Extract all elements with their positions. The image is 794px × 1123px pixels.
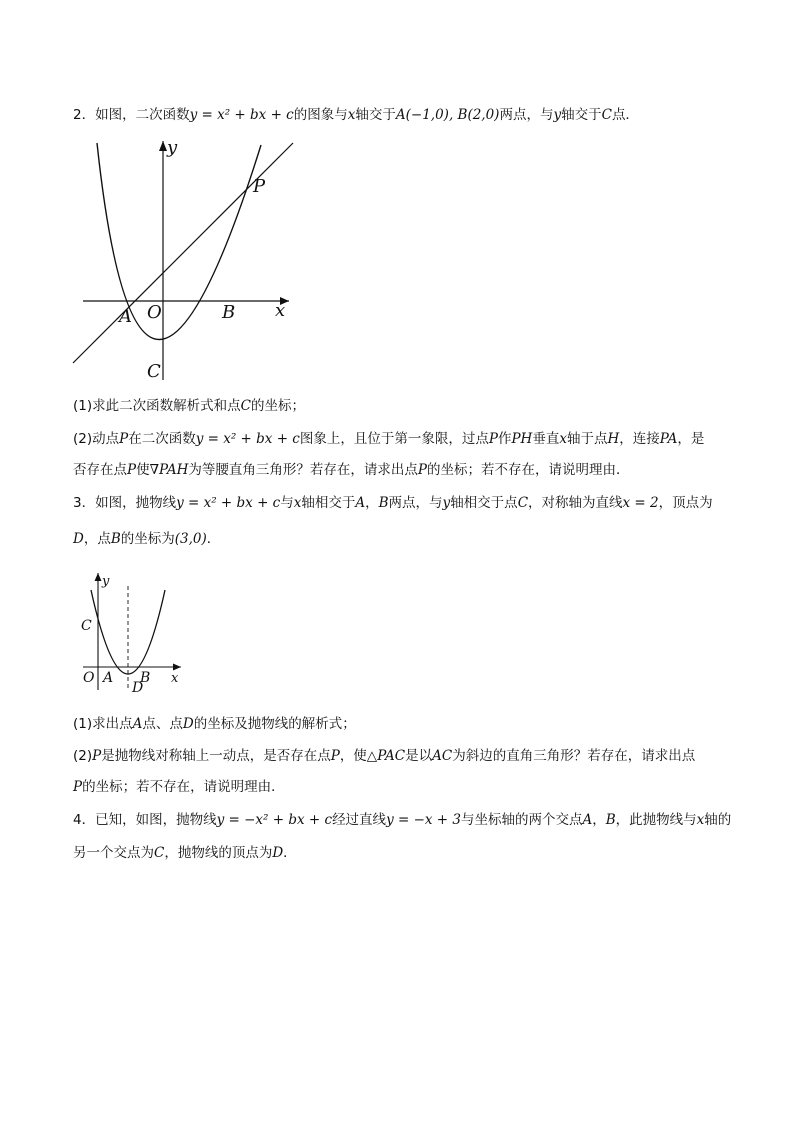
q2-point-c: C [601, 107, 612, 123]
q4-point-a: A [582, 812, 593, 828]
q3-part1-a: A [132, 716, 143, 732]
q2-part2-x: x [559, 431, 567, 447]
q4-stem-line1 [73, 812, 733, 830]
q2-part2-text: 否存在点 [73, 462, 127, 478]
q3-axis-equation: x = 2 [622, 495, 659, 511]
q2-part2-p: P [119, 431, 129, 447]
q4-stem-text: 经过直线 [332, 812, 387, 828]
q2-part2-text: 作 [497, 431, 512, 447]
q2-y-arrow [159, 141, 167, 151]
q2-part2-text: 轴于点 [566, 431, 608, 447]
q3-part2-text: 为斜边的直角三角形？若存在，请求出点 [452, 748, 696, 764]
q2-part2-text: ，连接 [619, 431, 660, 447]
q2-part2-text: ，是 [677, 431, 705, 447]
q2-fig-label-y: y [167, 137, 178, 158]
q2-stem-text: 点． [611, 107, 639, 123]
q2-stem-text: 的图象与 [293, 107, 348, 123]
q2-part2-ph: PH [511, 431, 533, 447]
q2-part2-triangle: ∇PAH [149, 462, 189, 478]
q3-part1-text: 点、点 [142, 716, 183, 732]
q4-stem-text: 另一个交点为 [73, 845, 154, 861]
q2-part2-text: 图象上，且位于第一象限，过点 [299, 431, 489, 447]
q3-fig-label-x: x [171, 671, 179, 686]
q3-part2-text: 是抛物线对称轴上一动点，是否存在点 [101, 748, 331, 764]
q3-stem-line2 [73, 531, 733, 549]
q3-y-var: y [442, 495, 451, 511]
q2-part2-line1 [73, 431, 733, 449]
q2-part2-p: P [488, 431, 498, 447]
q2-part2-p: P [417, 462, 427, 478]
q2-part1-text: 的坐标； [250, 398, 305, 414]
q3-stem-text: 轴相交于点 [450, 495, 518, 511]
q2-fig-label-a: A [119, 306, 132, 327]
q3-part1-text: 的坐标及抛物线的解析式； [193, 716, 356, 732]
q3-point-d: D [73, 531, 84, 547]
q2-part2-line2 [73, 462, 733, 480]
q3-fig-label-b: B [140, 670, 151, 686]
q4-point-c: C [154, 845, 165, 861]
q2-part1-text: (1)求此二次函数解析式和点 [73, 398, 241, 414]
q4-line-equation: y = −x + 3 [386, 812, 461, 828]
q3-part2-ac: AC [432, 748, 453, 764]
q2-part2-text: 的坐标；若不存在，请说明理由． [426, 462, 630, 478]
q3-stem-text: 3．如图，抛物线 [73, 495, 177, 511]
q3-part1-text: (1)求出点 [73, 716, 133, 732]
q4-stem-text: ． [283, 845, 297, 861]
q3-point-b: B [110, 531, 121, 547]
q3-stem-line1 [73, 495, 733, 513]
q2-function-equation: y = x² + bx + c [189, 107, 294, 123]
q3-point-c: C [517, 495, 529, 511]
q4-stem-text: ，抛物线的顶点为 [164, 845, 273, 861]
q2-fig-label-x: x [275, 300, 286, 321]
q3-stem-text: ，点 [83, 531, 111, 547]
q2-figure [65, 135, 305, 385]
q2-part2-text: 使 [136, 462, 150, 478]
q3-part2-p: P [73, 779, 83, 795]
q2-x-var: x [347, 107, 356, 123]
q3-x-arrow [173, 664, 181, 671]
q2-fig-label-o: O [147, 302, 162, 323]
q3-part2-line2 [73, 779, 733, 797]
q3-stem-text: ， [365, 495, 379, 511]
q2-points: A(−1,0), B(2,0) [395, 107, 500, 123]
q2-part2-text: 垂直 [532, 431, 560, 447]
q3-part2-text: (2) [73, 748, 93, 764]
q3-stem-text: 的坐标为 [120, 531, 175, 547]
q4-stem-text: 轴的 [704, 812, 732, 828]
q3-stem-text: 轴相交于 [301, 495, 356, 511]
q2-part2-text: 在二次函数 [128, 431, 196, 447]
q3-part2-p: P [330, 748, 340, 764]
q4-stem-text: ， [592, 812, 606, 828]
q2-part2-h: H [607, 431, 620, 447]
q3-part2-p: P [92, 748, 102, 764]
q4-x-var: x [696, 812, 705, 828]
q2-part2-equation: y = x² + bx + c [195, 431, 300, 447]
q3-stem-text: ，对称轴为直线 [528, 495, 623, 511]
q2-stem-text: 轴交于 [355, 107, 396, 123]
q2-part2-p: P [127, 462, 137, 478]
q3-fig-label-c: C [81, 618, 92, 634]
q3-point-b: B [378, 495, 389, 511]
q4-stem-line2 [73, 845, 733, 863]
q2-stem-text: 轴交于 [561, 107, 602, 123]
q3-fig-label-d: D [132, 680, 144, 696]
q2-part2-text: 为等腰直角三角形？若存在，请求出点 [188, 462, 418, 478]
q3-fig-label-o: O [83, 670, 95, 686]
q2-part1-c: C [240, 398, 251, 414]
q3-y-arrow [95, 573, 102, 581]
q4-parabola-equation: y = −x² + bx + c [216, 812, 333, 828]
q4-point-d: D [272, 845, 284, 861]
q3-part1 [73, 716, 733, 734]
q3-part1-d: D [182, 716, 194, 732]
q3-point-b-coords: (3,0) [174, 531, 207, 547]
q2-fig-label-c: C [147, 361, 161, 382]
q3-x-var: x [293, 495, 302, 511]
q3-equation: y = x² + bx + c [176, 495, 281, 511]
q2-stem-text: 两点，与 [499, 107, 554, 123]
q3-fig-label-a: A [103, 670, 114, 686]
q3-stem-text: 两点，与 [388, 495, 443, 511]
q2-stem-text: 2．如图，二次函数 [73, 107, 190, 123]
q3-part2-text: ，使△ [339, 748, 378, 764]
q2-fig-label-p: P [253, 176, 266, 197]
q2-y-var: y [553, 107, 562, 123]
q2-stem [73, 107, 733, 125]
q3-part2-line1 [73, 748, 733, 766]
q3-figure [77, 568, 187, 698]
q2-fig-label-b: B [222, 302, 236, 323]
q4-stem-text: 4．已知，如图，抛物线 [73, 812, 217, 828]
q3-part2-text: 的坐标；若不存在，请说明理由． [82, 779, 285, 795]
q2-part2-text: (2)动点 [73, 431, 120, 447]
q3-part2-pac: PAC [377, 748, 406, 764]
q3-part2-text: 是以 [405, 748, 433, 764]
q2-part1 [73, 398, 733, 416]
q4-stem-text: ，此抛物线与 [615, 812, 697, 828]
q3-fig-label-y: y [102, 574, 110, 589]
q4-stem-text: 与坐标轴的两个交点 [461, 812, 583, 828]
q3-stem-text: ，顶点为 [658, 495, 713, 511]
q2-part2-pa: PA [659, 431, 678, 447]
q3-stem-text: 与 [280, 495, 294, 511]
q3-stem-text: ． [206, 531, 221, 547]
q4-point-b: B [605, 812, 616, 828]
q3-point-a: A [355, 495, 366, 511]
